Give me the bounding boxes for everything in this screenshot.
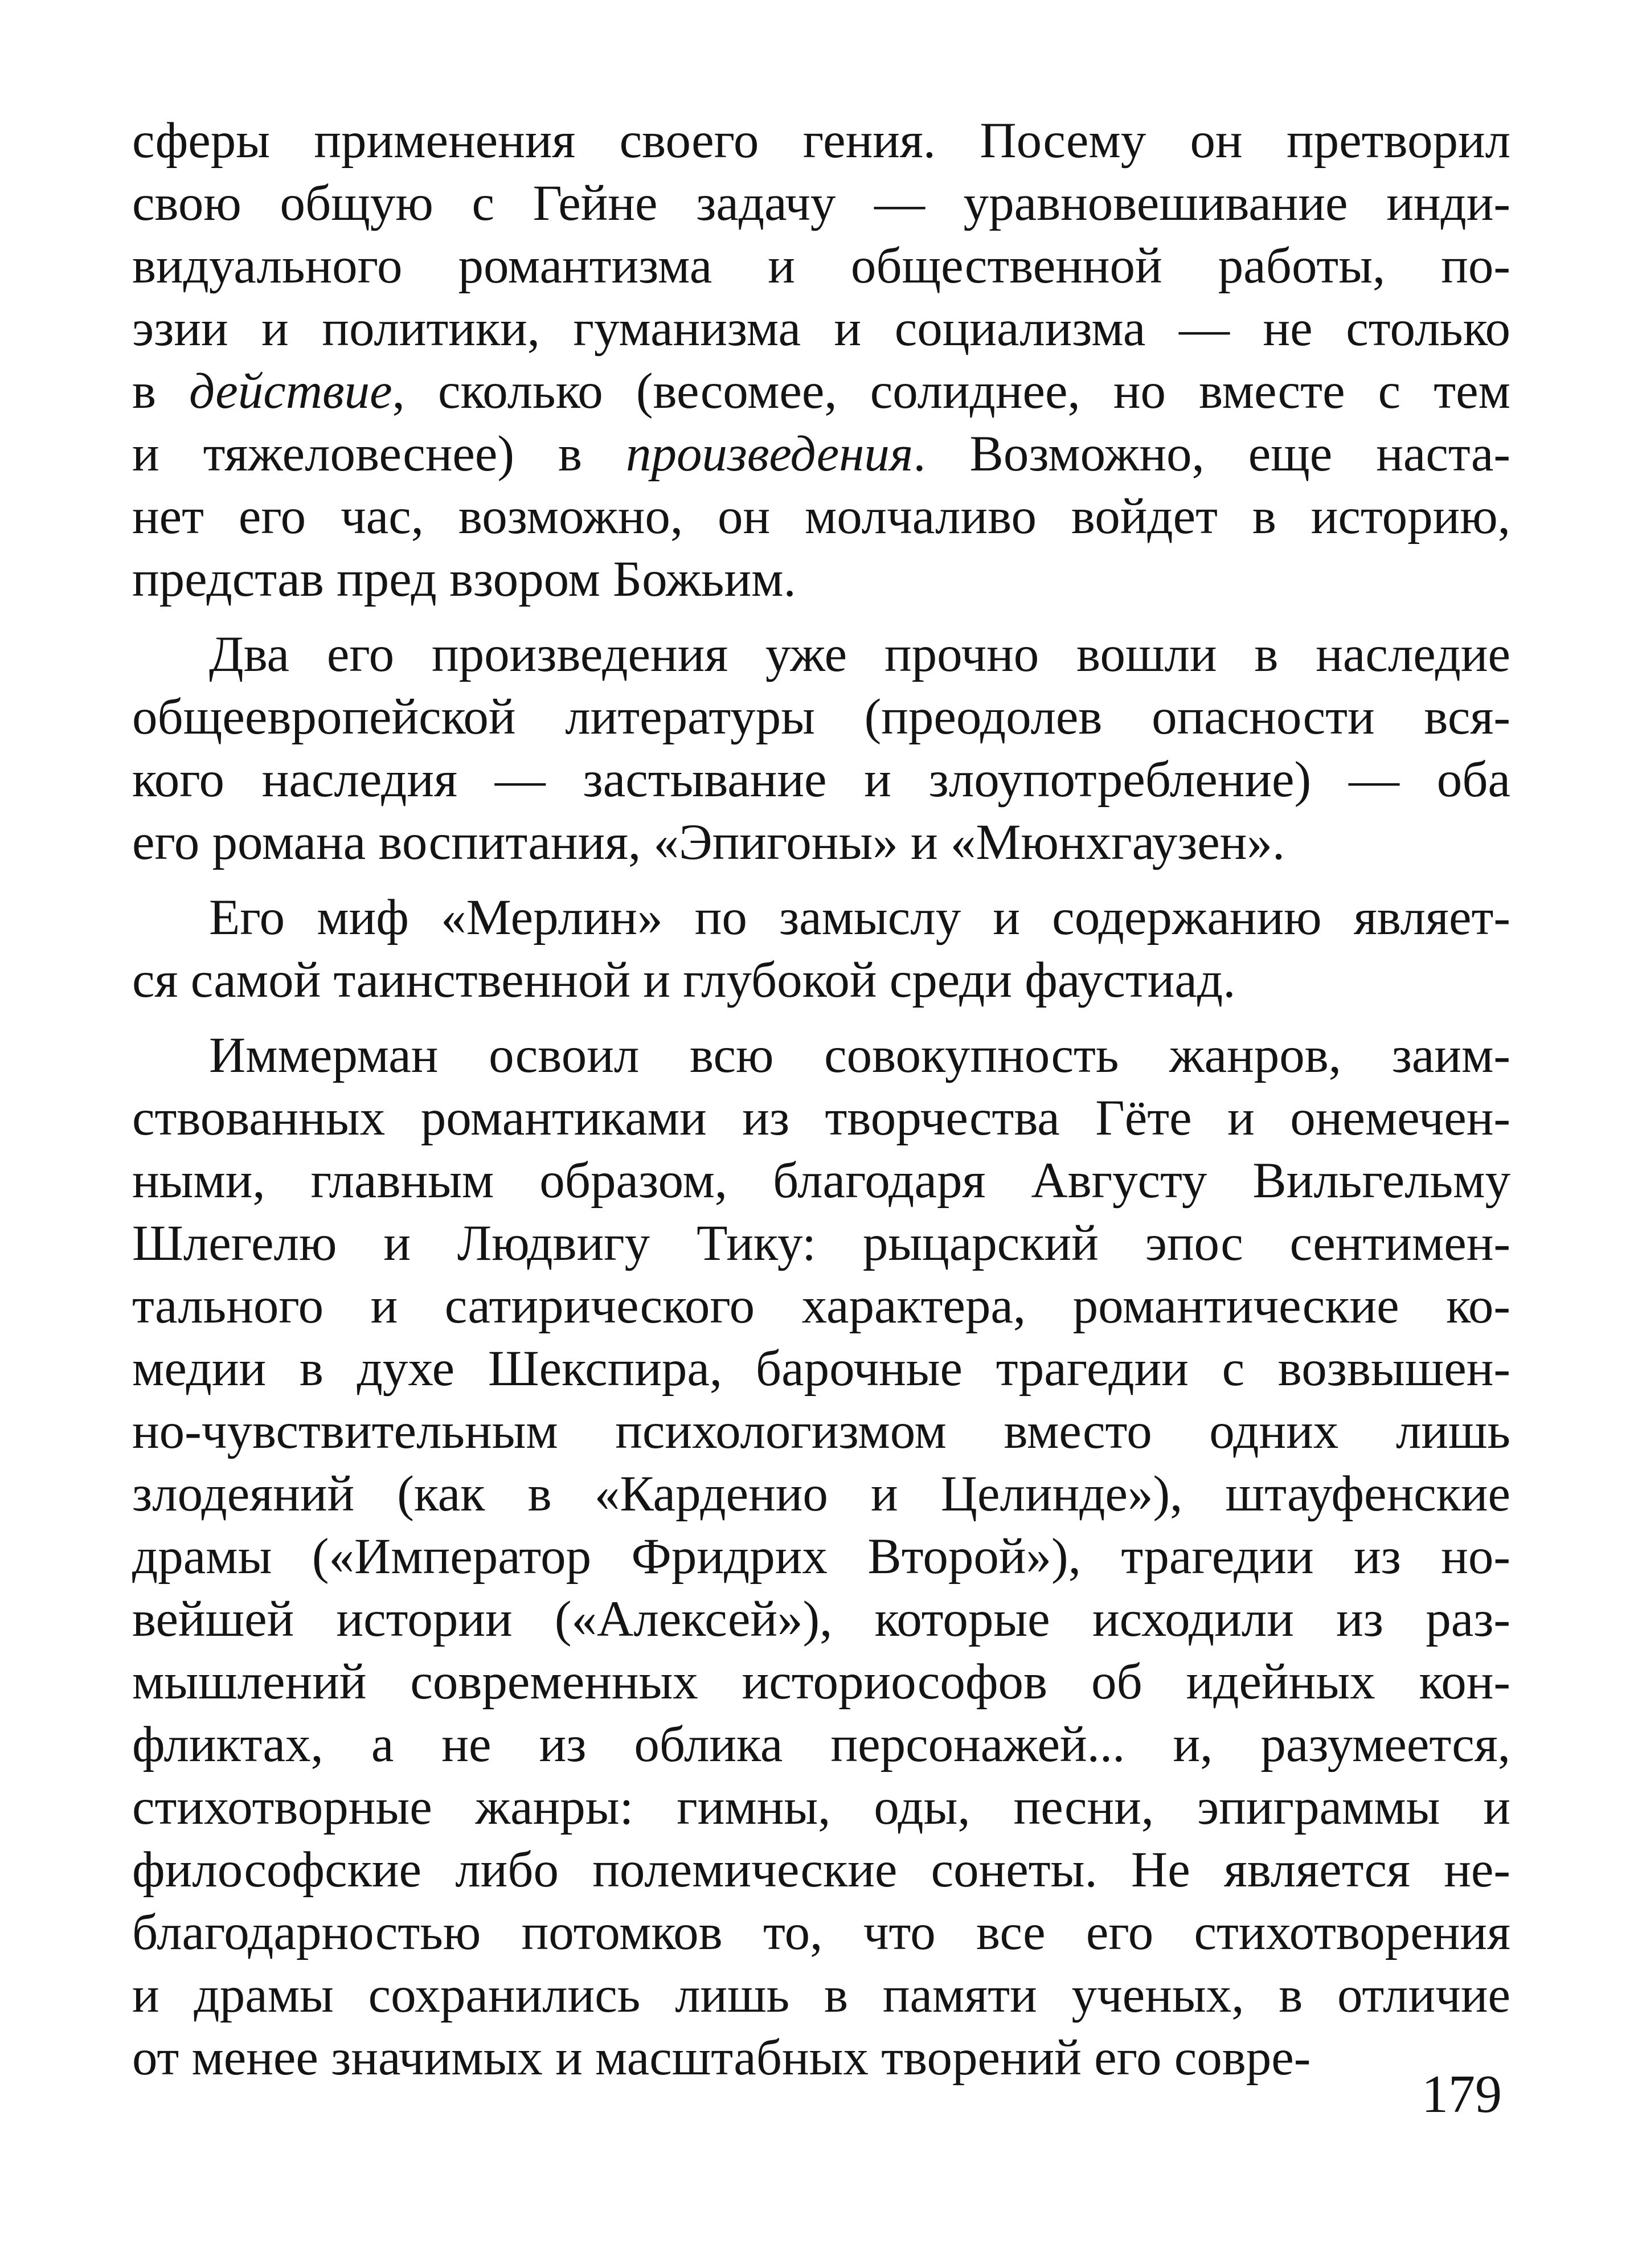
text-run: . Возможно, еще наста-: [913, 426, 1510, 482]
text-line: [132, 1525, 1510, 1588]
text-line: [132, 1651, 1510, 1713]
text-line: [132, 1275, 1510, 1337]
text-line: [132, 1400, 1510, 1463]
text-run: Два его произведения уже прочно вошли в наследие: [209, 627, 1510, 682]
text-run: фликтах, а не из облика персонажей... и, разумеется,: [132, 1717, 1510, 1772]
text-run: медии в духе Шекспира, барочные трагедии с возвышен-: [132, 1341, 1510, 1397]
paragraph: [132, 886, 1510, 1012]
text-run: Иммерман освоил всю совокупность жанров, заим-: [209, 1027, 1510, 1083]
text-line: [132, 1463, 1510, 1525]
text-run: но-чувствительным психологизмом вместо одних лишь: [132, 1403, 1510, 1459]
italic-text: действие: [189, 363, 392, 419]
text-line: [132, 1776, 1510, 1839]
text-line: [132, 1839, 1510, 1901]
text-run: мышлений современных историософов об идейных кон-: [132, 1654, 1510, 1710]
page-number: 179: [1422, 2065, 1502, 2124]
paragraph-gap: [132, 1012, 1510, 1024]
text-line: [132, 748, 1510, 811]
text-run: благодарностью потомков то, что все его стихотворения: [132, 1905, 1510, 1960]
text-line: [132, 360, 1510, 423]
text-line: [132, 297, 1510, 360]
text-line: [132, 949, 1510, 1012]
text-line: [132, 1588, 1510, 1651]
text-run: ствованных романтиками из творчества Гёте и онемечен-: [132, 1090, 1510, 1146]
text-line: [132, 1212, 1510, 1275]
paragraph: [132, 623, 1510, 874]
text-run: и драмы сохранились лишь в памяти ученых, в отличие: [132, 1967, 1510, 2023]
text-run: злодеяний (как в «Карденио и Целинде»), штауфенские: [132, 1466, 1510, 1522]
text-run: видуального романтизма и общественной работы, по-: [132, 238, 1510, 294]
text-line: [132, 485, 1510, 548]
text-run: Его миф «Мерлин» по замыслу и содержанию являет-: [209, 890, 1510, 945]
text-run: от менее значимых и масштабных творений его совре-: [132, 2030, 1311, 2086]
text-line: [132, 886, 1510, 949]
paragraph: [132, 1024, 1510, 2089]
text-run: нет его час, возможно, он молчаливо войдет в историю,: [132, 489, 1510, 545]
italic-text: произведения: [625, 426, 914, 482]
text-run: в: [132, 363, 190, 419]
paragraph: [132, 109, 1510, 611]
text-line: [132, 235, 1510, 297]
text-run: кого наследия — застывание и злоупотребление) — оба: [132, 752, 1510, 808]
text-line: [132, 1713, 1510, 1776]
text-run: его романа воспитания, «Эпигоны» и «Мюнхгаузен».: [132, 814, 1285, 870]
text-run: Шлегелю и Людвигу Тику: рыцарский эпос сентимен-: [132, 1215, 1510, 1271]
text-line: [132, 1087, 1510, 1149]
text-line: [132, 1337, 1510, 1400]
text-line: [132, 423, 1510, 485]
text-line: [132, 2027, 1510, 2089]
text-run: общеевропейской литературы (преодолев опасности вся-: [132, 689, 1510, 745]
text-run: эзии и политики, гуманизма и социализма — не столько: [132, 301, 1510, 357]
text-run: тального и сатирического характера, романтические ко-: [132, 1278, 1510, 1334]
text-line: [132, 548, 1510, 611]
text-run: свою общую с Гейне задачу — уравновешивание инди-: [132, 175, 1510, 231]
paragraph-gap: [132, 874, 1510, 886]
text-line: [132, 811, 1510, 874]
text-line: [132, 623, 1510, 686]
text-line: [132, 1149, 1510, 1212]
text-run: вейшей истории («Алексей»), которые исходили из раз-: [132, 1591, 1510, 1647]
text-run: представ пред взором Божьим.: [132, 551, 796, 607]
text-run: сферы применения своего гения. Посему он претворил: [132, 113, 1510, 169]
text-run: и тяжеловеснее) в: [132, 426, 626, 482]
text-run: , сколько (весомее, солиднее, но вместе с тем: [392, 363, 1510, 419]
text-run: философские либо полемические сонеты. Не является не-: [132, 1842, 1510, 1898]
text-line: [132, 686, 1510, 748]
text-line: [132, 172, 1510, 235]
body-text: [132, 109, 1510, 2089]
text-line: [132, 1024, 1510, 1087]
text-run: ся самой таинственной и глубокой среди фаустиад.: [132, 952, 1236, 1008]
text-run: стихотворные жанры: гимны, оды, песни, эпиграммы и: [132, 1779, 1510, 1835]
text-run: драмы («Император Фридрих Второй»), трагедии из но-: [132, 1529, 1510, 1585]
text-run: ными, главным образом, благодаря Августу Вильгельму: [132, 1153, 1510, 1209]
text-line: [132, 1901, 1510, 1964]
paragraph-gap: [132, 611, 1510, 623]
text-line: [132, 109, 1510, 172]
text-line: [132, 1964, 1510, 2027]
